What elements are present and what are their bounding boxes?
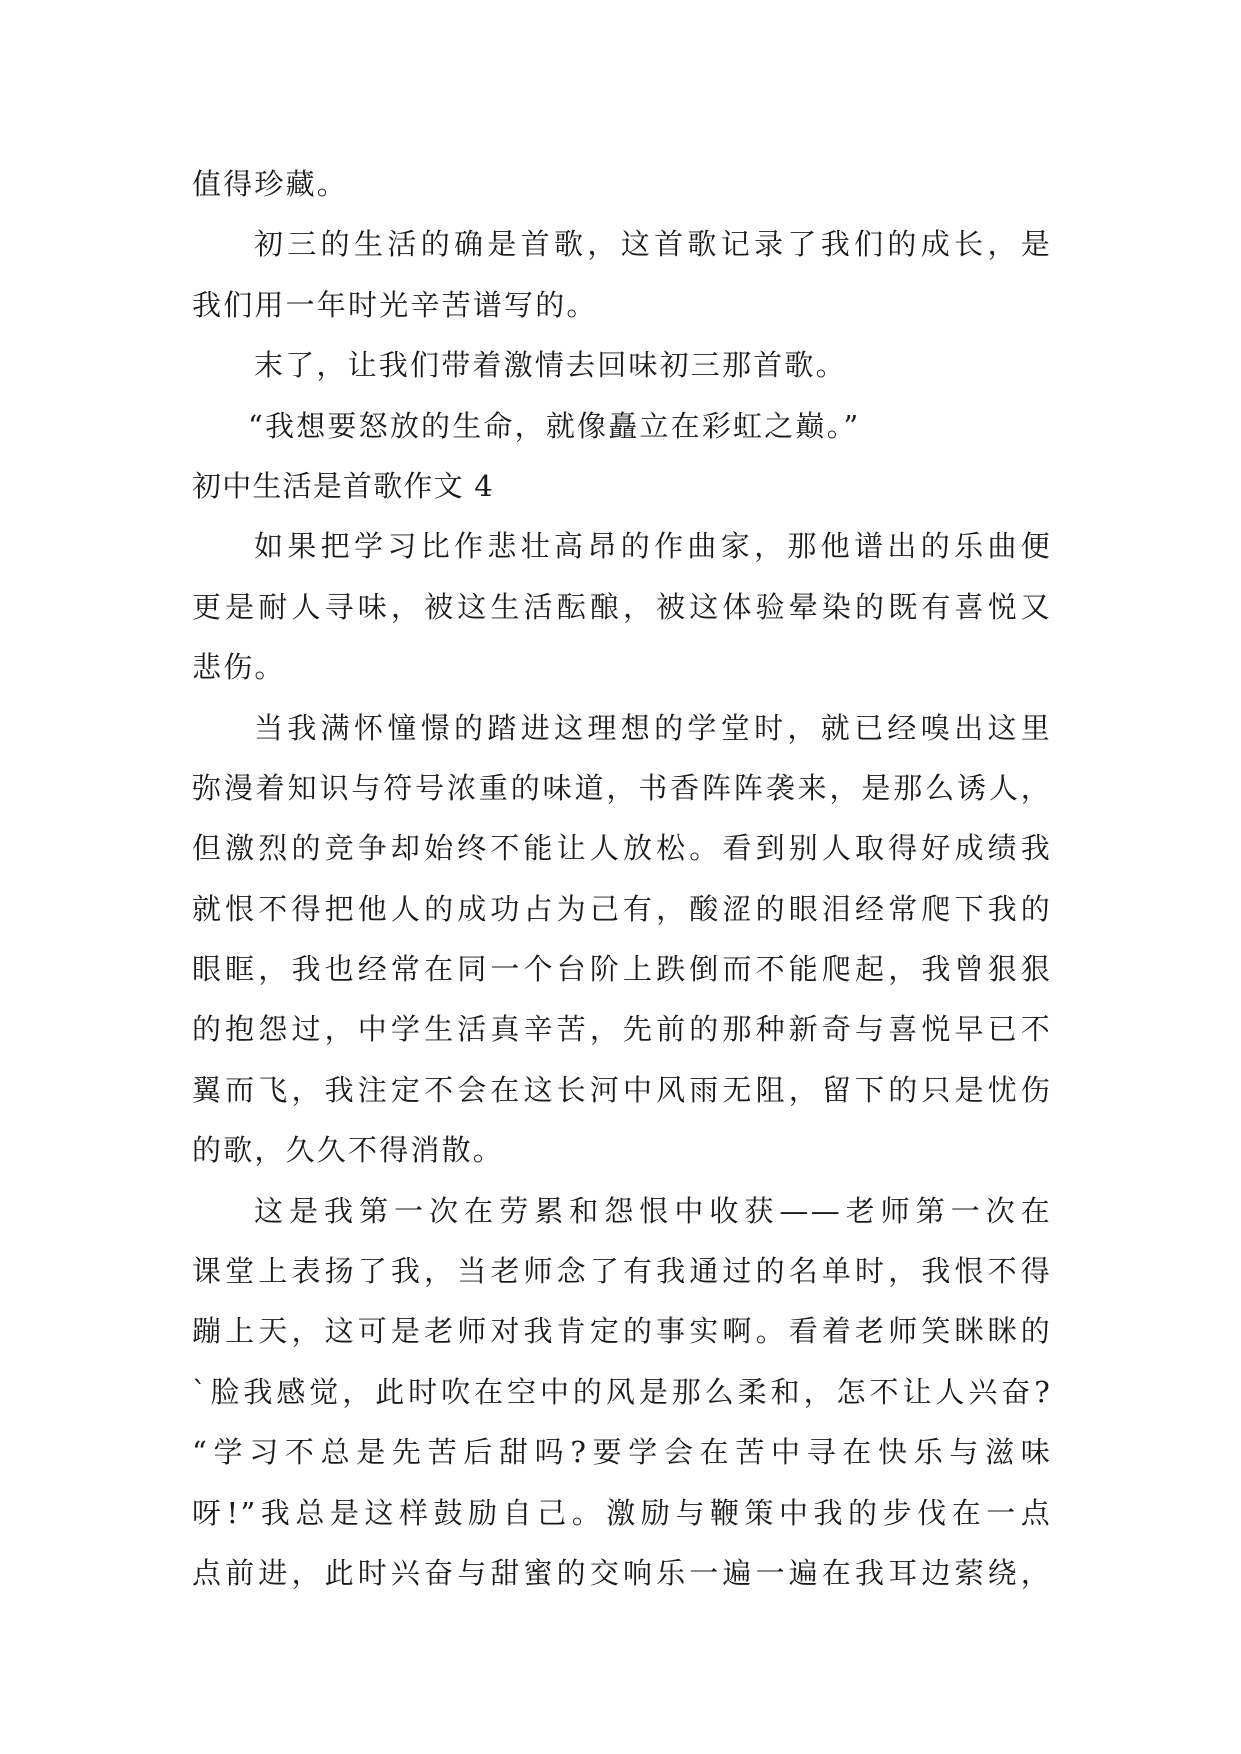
section-title: 初中生活是首歌作文 4 [192,468,494,503]
text-line: 悲伤。 [192,650,286,685]
text-line: 的抱怨过，中学生活真辛苦，先前的那种新奇与喜悦早已不 [192,1012,1052,1047]
text-line: 点前进，此时兴奋与甜蜜的交响乐一遍一遍在我耳边萦绕， [192,1555,1052,1590]
paragraph-first-line: 这是我第一次在劳累和怨恨中收获——老师第一次在 [254,1193,1052,1228]
text-line: 眼眶，我也经常在同一个台阶上跌倒而不能爬起，我曾狠狠 [192,952,1052,987]
document-body [192,154,1052,1603]
text-line: 弥漫着知识与符号浓重的味道，书香阵阵袭来，是那么诱人， [192,770,1052,805]
text-line: `脸我感觉，此时吹在空中的风是那么柔和，怎不让人兴奋? [192,1374,1052,1409]
text-line: 更是耐人寻味，被这生活酝酿，被这体验晕染的既有喜悦又 [192,589,1052,624]
text-line: 蹦上天，这可是老师对我肯定的事实啊。看着老师笑眯眯的 [192,1314,1052,1349]
text-line: 值得珍藏。 [192,167,349,201]
paragraph-first-line: 初三的生活的确是首歌，这首歌记录了我们的成长，是 [254,227,1052,262]
text-line: 我们用一年时光辛苦谱写的。 [192,287,598,322]
text-line: 呀!”我总是这样鼓励自己。激励与鞭策中我的步伐在一点 [192,1495,1052,1530]
paragraph-first-line: 如果把学习比作悲壮高昂的作曲家，那他谱出的乐曲便 [254,529,1052,564]
text-line: 就恨不得把他人的成功占为己有，酸涩的眼泪经常爬下我的 [192,891,1052,926]
text-line: 的歌，久久不得消散。 [192,1133,505,1168]
paragraph-first-line: 当我满怀憧憬的踏进这理想的学堂时，就已经嗅出这里 [254,710,1052,745]
text-line: 翼而飞，我注定不会在这长河中风雨无阻，留下的只是忧伤 [192,1072,1052,1107]
text-line: 但激烈的竞争却始终不能让人放松。看到别人取得好成绩我 [192,831,1052,866]
quote-line: “我想要怒放的生命，就像矗立在彩虹之巅。” [248,408,861,443]
paragraph-first-line: 末了，让我们带着激情去回味初三那首歌。 [254,348,847,383]
text-line: “学习不总是先苦后甜吗?要学会在苦中寻在快乐与滋味 [192,1435,1052,1470]
text-line: 课堂上表扬了我，当老师念了有我通过的名单时，我恨不得 [192,1254,1052,1289]
